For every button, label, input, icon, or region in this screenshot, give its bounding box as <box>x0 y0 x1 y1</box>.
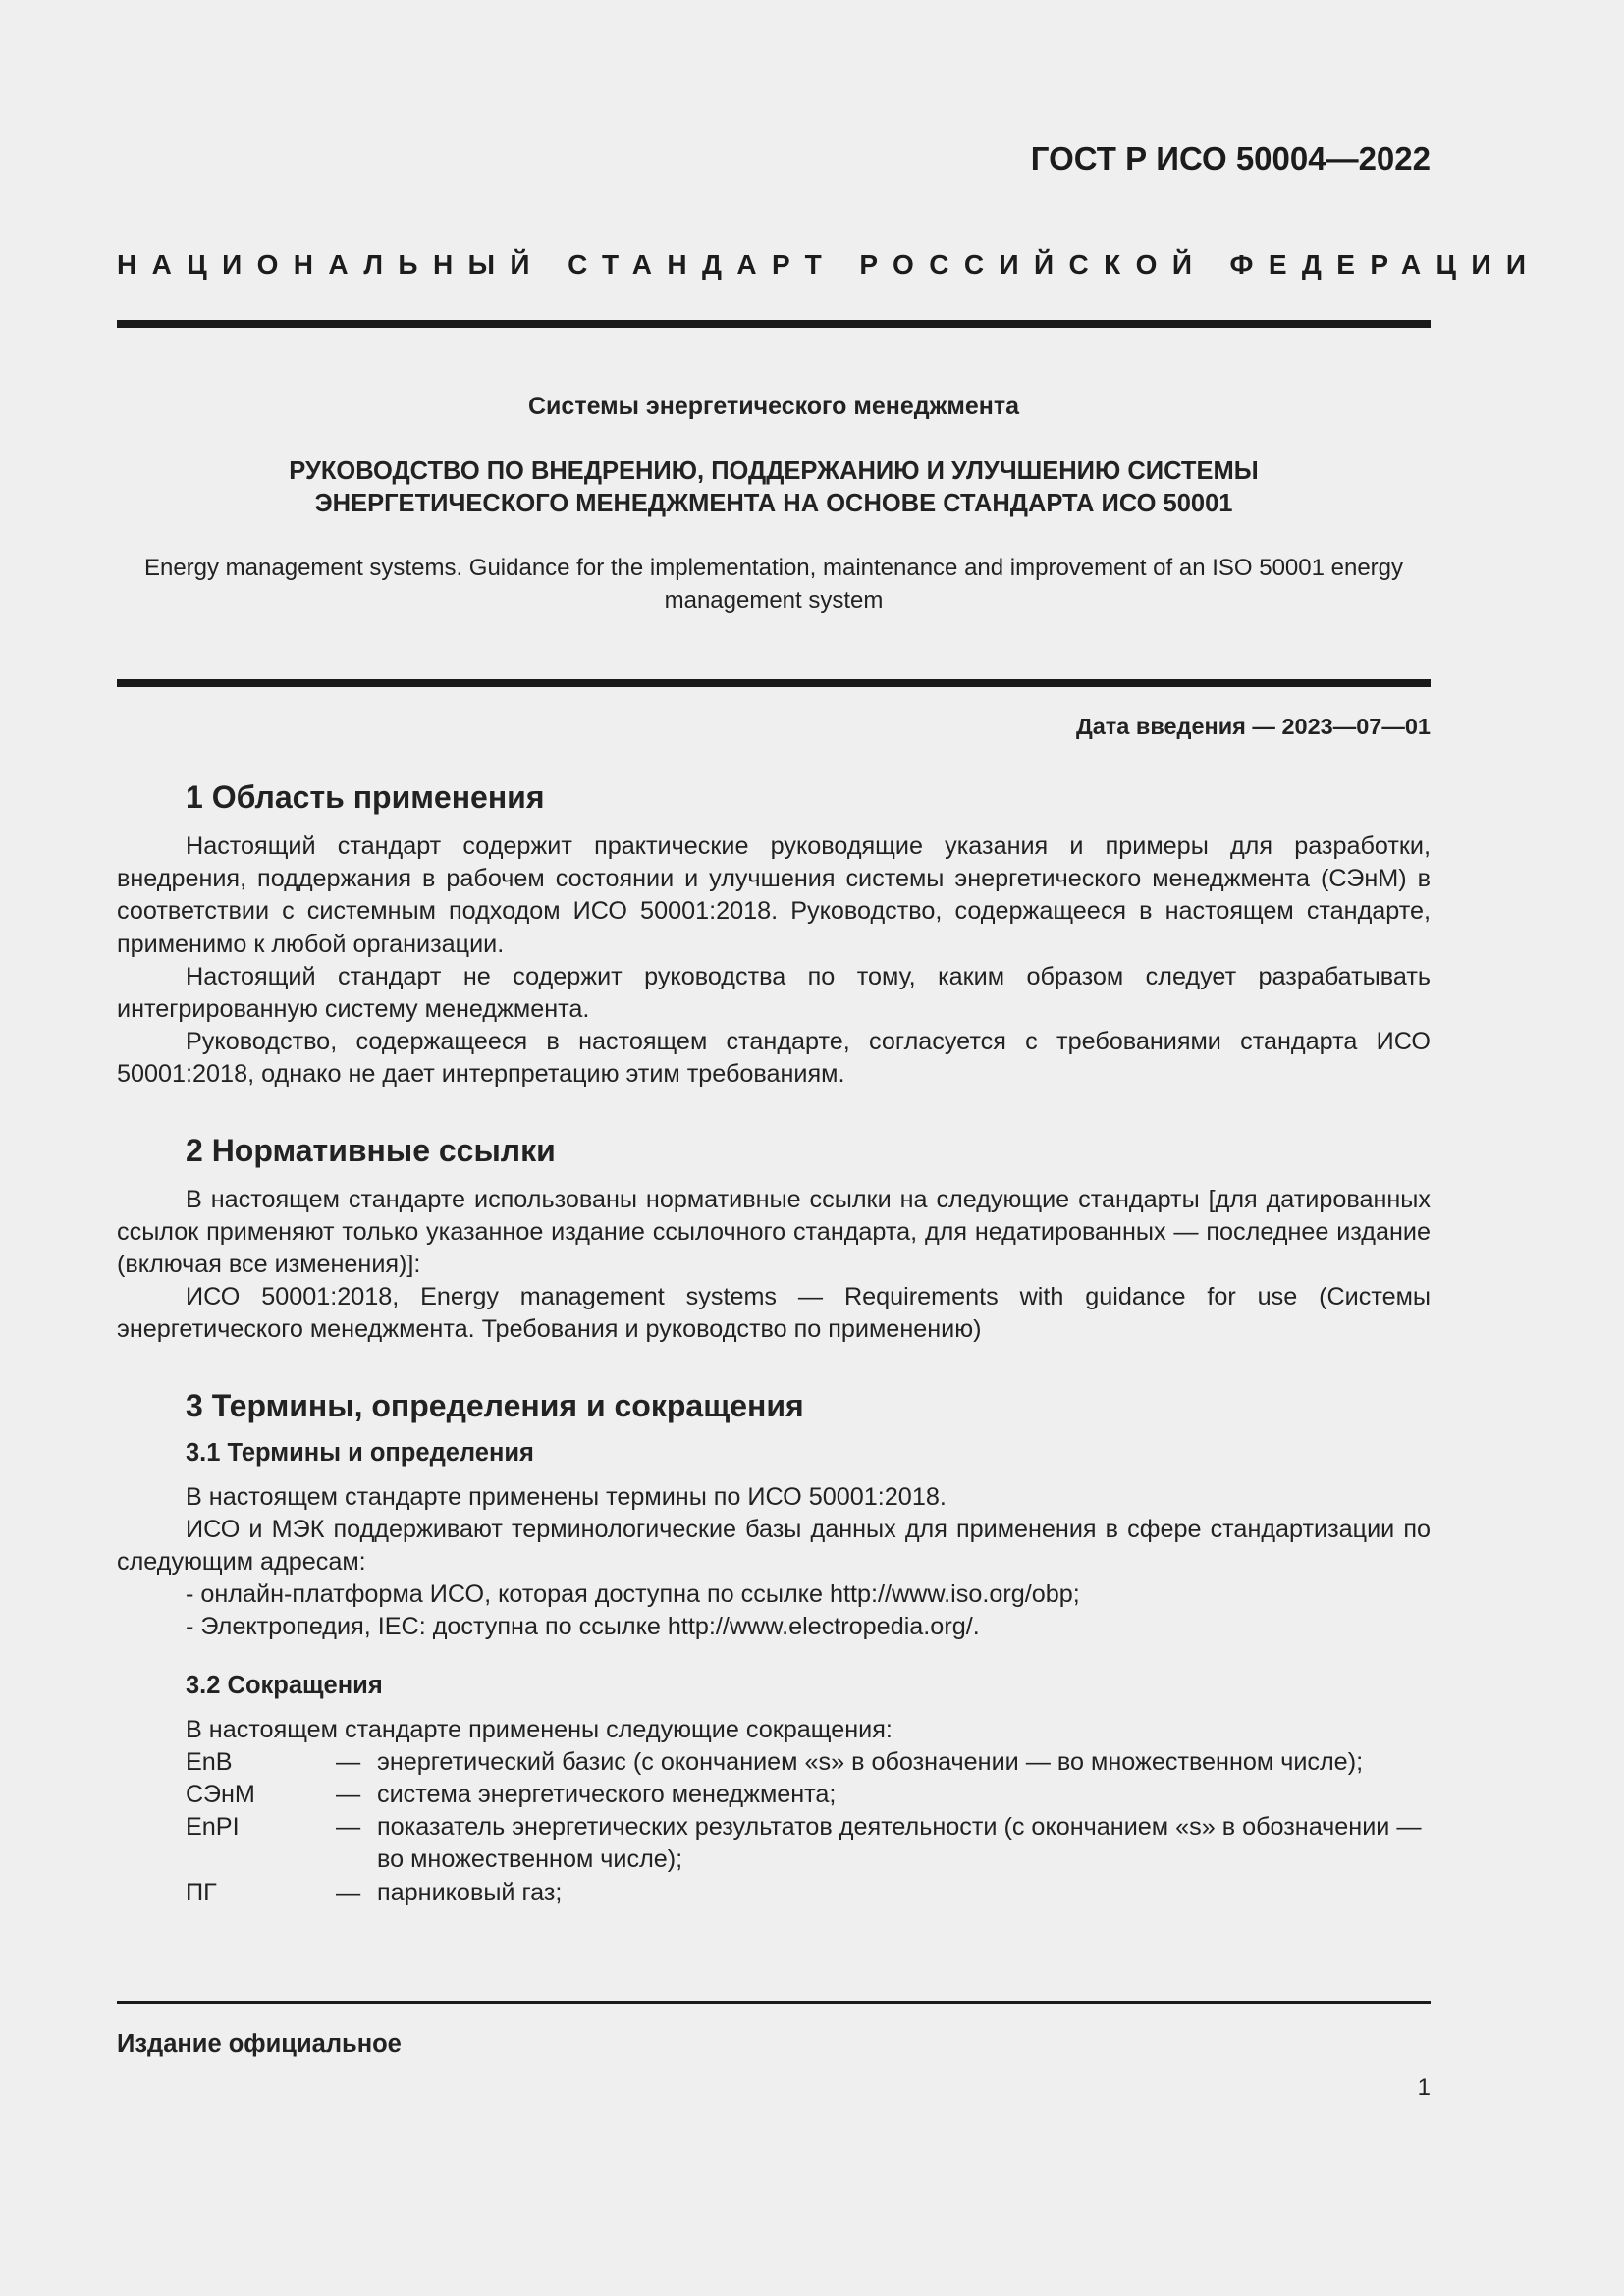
section-1-paragraph: Настоящий стандарт не содержит руководства по тому, каким образом следует разрабатывать интегрированную систему менеджмента. <box>117 962 1431 1024</box>
section-2-paragraph: В настоящем стандарте использованы нормативные ссылки на следующие стандарты [для датированных ссылок применяют только указанное издание ссылочного стандарта, для недатированных — последнее издание (включая все изменения)]: <box>117 1185 1431 1279</box>
section-3-paragraph: ИСО и МЭК поддерживают терминологические базы данных для применения в сфере стандартизации по следующим адресам: <box>117 1515 1431 1576</box>
title-divider <box>117 679 1431 687</box>
section-3-heading: 3 Термины, определения и сокращения <box>186 1387 804 1423</box>
abbreviation-definition: система энергетического менеджмента; <box>377 1781 837 1809</box>
section-1-paragraph: Руководство, содержащееся в настоящем стандарте, согласуется с требованиями стандарта ИСО 50001:2018, однако не дает интерпретацию этим требованиям. <box>117 1028 1431 1089</box>
page-number: 1 <box>1417 2074 1431 2101</box>
document-title <box>117 455 1431 520</box>
abbreviation-dash: — <box>336 1878 361 1906</box>
subsection-3-1-heading: 3.1 Термины и определения <box>186 1438 534 1467</box>
abbreviation-row <box>117 1811 1431 1876</box>
abbreviation-definition: показатель энергетических результатов деятельности (с окончанием «s» в обозначении — во множественном числе); <box>377 1813 1422 1874</box>
section-1-paragraph: Настоящий стандарт содержит практические руководящие указания и примеры для разработки, внедрения, поддержания в рабочем состоянии и улучшения системы энергетического менеджмента (СЭнМ) в соответствии с системным подходом ИСО 50001:2018. Руководство, содержащееся в настоящем стандарте, применимо к любой организации. <box>117 832 1431 958</box>
subsection-3-2-heading: 3.2 Сокращения <box>186 1671 383 1699</box>
effective-date: Дата введения — 2023—07—01 <box>1075 714 1431 739</box>
list-item: - онлайн-платформа ИСО, которая доступна по ссылке http://www.iso.org/obp; <box>186 1580 1080 1609</box>
title-line-1: РУКОВОДСТВО ПО ВНЕДРЕНИЮ, ПОДДЕРЖАНИЮ И УЛУЧШЕНИЮ СИСТЕМЫ <box>289 457 1259 485</box>
abbreviation-row <box>117 1746 1431 1779</box>
list-item: - Электропедия, IEC: доступна по ссылке http://www.electropedia.org/. <box>186 1613 980 1641</box>
abbreviation-term: СЭнМ <box>186 1781 255 1809</box>
abbreviation-row <box>117 1779 1431 1811</box>
abbreviation-dash: — <box>336 1813 361 1842</box>
abbreviation-dash: — <box>336 1781 361 1809</box>
section-2-paragraph: ИСО 50001:2018, Energy management systems — Requirements with guidance for use (Системы энергетического менеджмента. Требования и руководство по применению) <box>117 1283 1431 1344</box>
abbreviation-definition: парниковый газ; <box>377 1878 563 1906</box>
abbreviation-term: EnPI <box>186 1813 240 1842</box>
section-2-heading: 2 Нормативные ссылки <box>186 1132 556 1168</box>
standard-number: ГОСТ Р ИСО 50004—2022 <box>1030 140 1431 177</box>
section-1-heading: 1 Область применения <box>186 779 545 815</box>
abbreviation-definition: энергетический базис (с окончанием «s» в обозначении — во множественном числе); <box>377 1747 1364 1776</box>
document-subtitle: Системы энергетического менеджмента <box>528 393 1019 420</box>
official-edition-label: Издание официальное <box>117 2030 402 2057</box>
abbreviation-row <box>117 1877 1431 1909</box>
english-title: Energy management systems. Guidance for the implementation, maintenance and improvement of an ISO 50001 energy management system <box>143 555 1404 614</box>
abbreviation-term: ПГ <box>186 1878 217 1906</box>
section-3-paragraph: В настоящем стандарте применены следующие сокращения: <box>186 1715 893 1743</box>
abbreviation-term: EnB <box>186 1747 233 1776</box>
footer-divider <box>117 2001 1431 2004</box>
section-3-paragraph: В настоящем стандарте применены термины по ИСО 50001:2018. <box>186 1482 947 1511</box>
national-standard-banner: НАЦИОНАЛЬНЫЙ СТАНДАРТ РОССИЙСКОЙ ФЕДЕРАЦИИ <box>117 249 1542 280</box>
document-body <box>117 777 1431 1909</box>
top-divider <box>117 320 1431 328</box>
abbreviation-dash: — <box>336 1747 361 1776</box>
title-line-2: ЭНЕРГЕТИЧЕСКОГО МЕНЕДЖМЕНТА НА ОСНОВЕ СТАНДАРТА ИСО 50001 <box>314 490 1233 517</box>
